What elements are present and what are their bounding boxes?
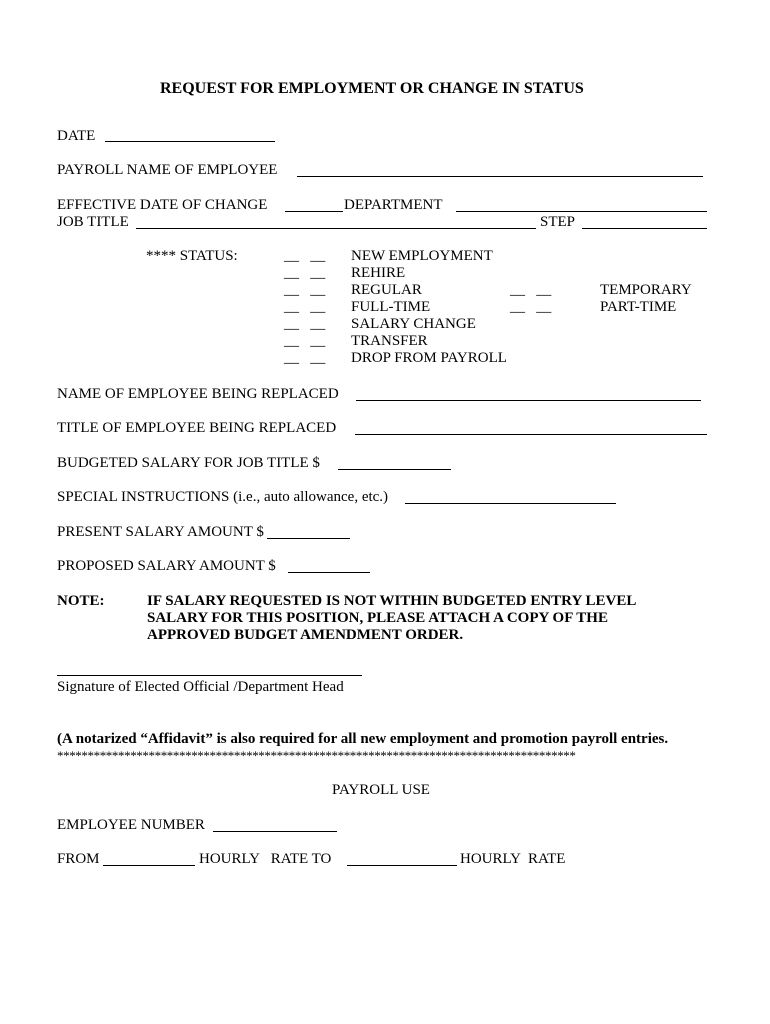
from-label: FROM [57, 851, 100, 867]
status-checkbox-new-employment[interactable]: __ __ [284, 248, 326, 264]
note-line-2: SALARY FOR THIS POSITION, PLEASE ATTACH A COPY OF THE [147, 610, 608, 626]
status-option-regular: REGULAR [351, 282, 422, 298]
effective-date-label: EFFECTIVE DATE OF CHANGE [57, 197, 268, 213]
status-option-part-time: PART-TIME [600, 299, 677, 315]
employee-number-field[interactable] [213, 831, 337, 832]
job-title-label: JOB TITLE [57, 214, 129, 230]
note-label: NOTE: [57, 593, 105, 609]
form-title: REQUEST FOR EMPLOYMENT OR CHANGE IN STATUS [160, 80, 584, 97]
effective-date-field[interactable] [285, 211, 343, 212]
from-field[interactable] [103, 865, 195, 866]
hourly-rate-label: HOURLY RATE [460, 851, 566, 867]
date-field[interactable] [105, 141, 275, 142]
status-option-new-employment: NEW EMPLOYMENT [351, 248, 493, 264]
present-salary-label: PRESENT SALARY AMOUNT $ [57, 524, 264, 540]
present-salary-field[interactable] [267, 538, 350, 539]
status-checkbox-full-time[interactable]: __ __ [284, 299, 326, 315]
hourly-rate-to-label: HOURLY RATE TO [199, 851, 332, 867]
note-line-3: APPROVED BUDGET AMENDMENT ORDER. [147, 627, 464, 643]
status-option-full-time: FULL-TIME [351, 299, 431, 315]
status-checkbox-part-time[interactable]: __ __ [510, 299, 552, 315]
signature-label: Signature of Elected Official /Department Head [57, 679, 344, 695]
employee-number-label: EMPLOYEE NUMBER [57, 817, 205, 833]
status-checkbox-rehire[interactable]: __ __ [284, 265, 326, 281]
status-checkbox-salary-change[interactable]: __ __ [284, 316, 326, 332]
status-option-salary-change: SALARY CHANGE [351, 316, 476, 332]
note-line-1: IF SALARY REQUESTED IS NOT WITHIN BUDGETED ENTRY LEVEL [147, 593, 637, 609]
special-instructions-field[interactable] [405, 503, 616, 504]
status-option-temporary: TEMPORARY [600, 282, 692, 298]
status-option-drop-from-payroll: DROP FROM PAYROLL [351, 350, 507, 366]
payroll-name-label: PAYROLL NAME OF EMPLOYEE [57, 162, 278, 178]
date-label: DATE [57, 128, 96, 144]
special-instructions-label: SPECIAL INSTRUCTIONS (i.e., auto allowance, etc.) [57, 489, 389, 505]
status-label: **** STATUS: [146, 248, 238, 264]
replaced-name-field[interactable] [356, 400, 701, 401]
affidavit-note: (A notarized “Affidavit” is also required for all new employment and promotion payroll entries. [57, 731, 669, 747]
status-option-transfer: TRANSFER [351, 333, 428, 349]
status-checkbox-transfer[interactable]: __ __ [284, 333, 326, 349]
job-title-field[interactable] [136, 228, 536, 229]
proposed-salary-field[interactable] [288, 572, 370, 573]
budgeted-salary-label: BUDGETED SALARY FOR JOB TITLE $ [57, 455, 320, 471]
budgeted-salary-field[interactable] [338, 469, 451, 470]
signature-field[interactable] [57, 675, 362, 676]
status-checkbox-regular[interactable]: __ __ [284, 282, 326, 298]
step-field[interactable] [582, 228, 707, 229]
department-label: DEPARTMENT [344, 197, 443, 213]
step-label: STEP [540, 214, 576, 230]
status-option-rehire: REHIRE [351, 265, 406, 281]
status-checkbox-temporary[interactable]: __ __ [510, 282, 552, 298]
payroll-use-heading: PAYROLL USE [332, 782, 430, 798]
proposed-salary-label: PROPOSED SALARY AMOUNT $ [57, 558, 276, 574]
department-field[interactable] [456, 211, 707, 212]
replaced-name-label: NAME OF EMPLOYEE BEING REPLACED [57, 386, 339, 402]
status-checkbox-drop-from-payroll[interactable]: __ __ [284, 350, 326, 366]
rate-to-field[interactable] [347, 865, 457, 866]
payroll-name-field[interactable] [297, 176, 703, 177]
replaced-title-field[interactable] [355, 434, 707, 435]
replaced-title-label: TITLE OF EMPLOYEE BEING REPLACED [57, 420, 337, 436]
asterisk-divider: ************************************************************************************* [57, 748, 576, 763]
